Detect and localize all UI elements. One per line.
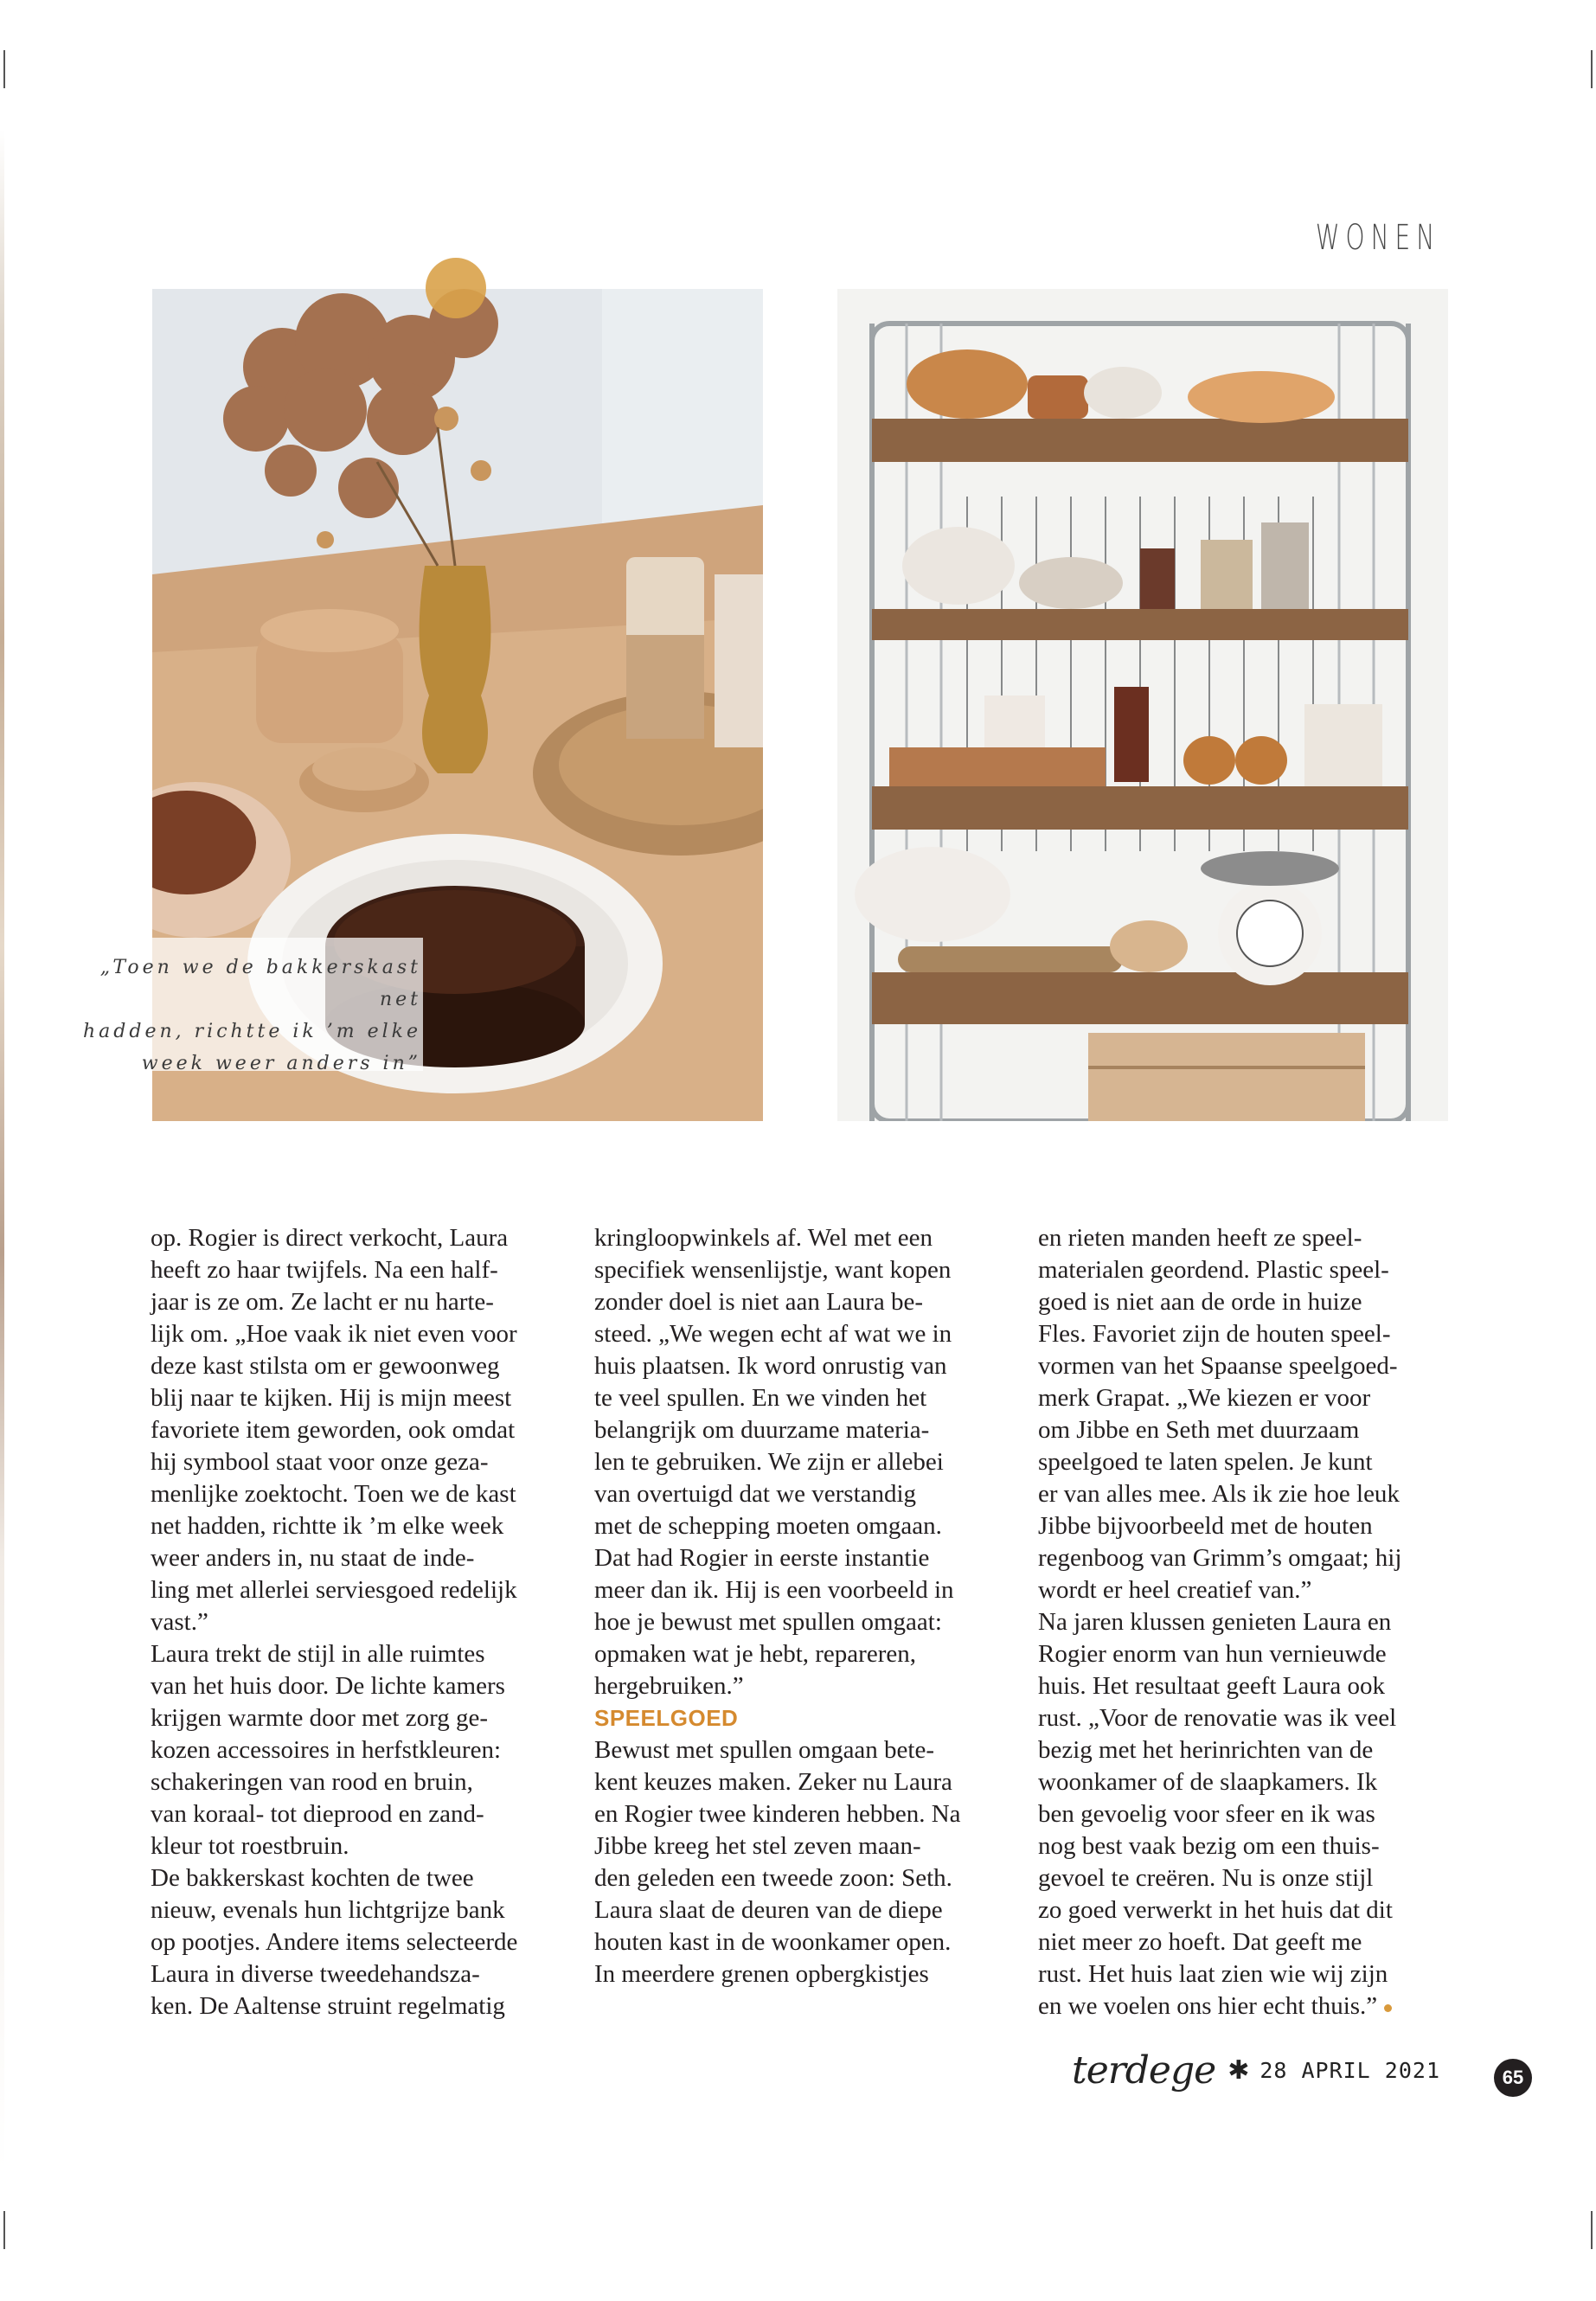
text-line: specifiek wensenlijstje, want kopen	[594, 1256, 952, 1284]
text-line: op pootjes. Andere items selecteerde	[151, 1928, 518, 1956]
text-line: houten kast in de woonkamer open.	[594, 1928, 952, 1956]
text-line: blij naar te kijken. Hij is mijn meest	[151, 1384, 512, 1412]
end-mark-icon	[1384, 2004, 1392, 2012]
photo-bakers-rack	[837, 289, 1448, 1121]
text-line: van overtuigd dat we verstandig	[594, 1480, 917, 1508]
text-line: zo goed verwerkt in het huis dat dit	[1038, 1896, 1393, 1924]
text-line: favoriete item geworden, ook omdat	[151, 1416, 516, 1444]
text-line: Jibbe kreeg het stel zeven maan-	[594, 1832, 921, 1860]
article-column-2	[594, 1222, 1010, 1990]
text-line: er van alles mee. Als ik zie hoe leuk	[1038, 1480, 1400, 1508]
text-line: ken. De Aaltense struint regelmatig	[151, 1992, 505, 2020]
text-line: net hadden, richtte ik ’m elke week	[151, 1512, 504, 1540]
text-line: den geleden een tweede zoon: Seth.	[594, 1864, 952, 1892]
caption-line: hadden, richtte ik ’m elke	[83, 1021, 421, 1042]
article-column-3	[1038, 1222, 1453, 2022]
text-line: In meerdere grenen opbergkistjes	[594, 1960, 929, 1988]
magazine-logo: terdege	[1072, 2048, 1216, 2093]
text-line: speelgoed te laten spelen. Je kunt	[1038, 1448, 1373, 1476]
photo-bakers-rack-illustration	[837, 289, 1448, 1121]
text-line: niet meer zo hoeft. Dat geeft me	[1038, 1928, 1362, 1956]
text-line: Dat had Rogier in eerste instantie	[594, 1544, 930, 1572]
text-line: om Jibbe en Seth met duurzaam	[1038, 1416, 1360, 1444]
article-column-1	[151, 1222, 566, 2022]
text-line: kleur tot roestbruin.	[151, 1832, 349, 1860]
text-line: hij symbool staat voor onze geza-	[151, 1448, 489, 1476]
text-line: Fles. Favoriet zijn de houten speel-	[1038, 1320, 1391, 1348]
crop-mark-bottom-left	[3, 2211, 5, 2249]
text-line: nog best vaak bezig om een thuis-	[1038, 1832, 1380, 1860]
crop-mark-top-left	[3, 50, 5, 88]
text-line: zonder doel is niet aan Laura be-	[594, 1288, 924, 1316]
text-line: vormen van het Spaanse speelgoed-	[1038, 1352, 1398, 1380]
text-line: weer anders in, nu staat de inde-	[151, 1544, 475, 1572]
caption-line: „Toen we de bakkerskast net	[99, 957, 421, 1010]
text-line: Na jaren klussen genieten Laura en	[1038, 1608, 1392, 1636]
text-line: De bakkerskast kochten de twee	[151, 1864, 474, 1892]
text-line: op. Rogier is direct verkocht, Laura	[151, 1224, 509, 1252]
text-line: schakeringen van rood en bruin,	[151, 1768, 473, 1796]
crop-mark-top-right	[1591, 50, 1593, 88]
text-line: van koraal- tot dieprood en zand-	[151, 1800, 484, 1828]
text-line: kozen accessoires in herfstkleuren:	[151, 1736, 502, 1764]
text-line: en rieten manden heeft ze speel-	[1038, 1224, 1362, 1252]
text-line: meer dan ik. Hij is een voorbeeld in	[594, 1576, 954, 1604]
crop-mark-bottom-right	[1591, 2211, 1593, 2249]
text-line: vast.”	[151, 1608, 208, 1636]
text-line: belangrijk om duurzame materia-	[594, 1416, 930, 1444]
text-line: kringloopwinkels af. Wel met een	[594, 1224, 933, 1252]
text-line: menlijke zoektocht. Toen we de kast	[151, 1480, 516, 1508]
text-line: Laura trekt de stijl in alle ruimtes	[151, 1640, 485, 1668]
text-line: lijk om. „Hoe vaak ik niet even voor	[151, 1320, 517, 1348]
text-line: nieuw, evenals hun lichtgrijze bank	[151, 1896, 505, 1924]
text-line-last	[1038, 1990, 1453, 2022]
text-line: deze kast stilsta om er gewoonweg	[151, 1352, 500, 1380]
text-line: Laura in diverse tweedehandsza-	[151, 1960, 480, 1988]
text-line: woonkamer of de slaapkamers. Ik	[1038, 1768, 1378, 1796]
text-line: te veel spullen. En we vinden het	[594, 1384, 927, 1412]
text-line: opmaken wat je hebt, repareren,	[594, 1640, 916, 1668]
text-line: rust. „Voor de renovatie was ik veel	[1038, 1704, 1397, 1732]
text-line: Rogier enorm van hun vernieuwde	[1038, 1640, 1387, 1668]
text-line: rust. Het huis laat zien wie wij zijn	[1038, 1960, 1388, 1988]
text-line: bezig met het herinrichten van de	[1038, 1736, 1374, 1764]
text-line: jaar is ze om. Ze lacht er nu harte-	[151, 1288, 494, 1316]
text-line: gevoel te creëren. Nu is onze stijl	[1038, 1864, 1374, 1892]
text-line: huis plaatsen. Ik word onrustig van	[594, 1352, 947, 1380]
caption-line: week weer anders in”	[141, 1053, 421, 1074]
text-line: Bewust met spullen omgaan bete-	[594, 1736, 935, 1764]
subheading-speelgoed: SPEELGOED	[594, 1705, 739, 1731]
section-label: WONEN	[1315, 218, 1440, 258]
text-line: len te gebruiken. We zijn er allebei	[594, 1448, 944, 1476]
text-line-last-text: en we voelen ons hier echt thuis.”	[1038, 1992, 1378, 2020]
text-line: Jibbe bijvoorbeeld met de houten	[1038, 1512, 1373, 1540]
text-line: Laura slaat de deuren van de diepe	[594, 1896, 943, 1924]
text-line: ling met allerlei serviesgoed redelijk	[151, 1576, 517, 1604]
asterisk-icon: ✱	[1227, 2055, 1250, 2086]
text-line: hoe je bewust met spullen omgaat:	[594, 1608, 942, 1636]
issue-date: 28 APRIL 2021	[1259, 2058, 1440, 2083]
accent-dot	[426, 258, 486, 318]
text-line: regenboog van Grimm’s omgaat; hij	[1038, 1544, 1402, 1572]
page-footer	[1072, 2048, 1440, 2093]
page-edge-strip	[0, 130, 4, 2171]
text-line: en Rogier twee kinderen hebben. Na	[594, 1800, 961, 1828]
text-line: van het huis door. De lichte kamers	[151, 1672, 505, 1700]
pull-quote-caption	[58, 952, 421, 1080]
text-line: steed. „We wegen echt af wat we in	[594, 1320, 952, 1348]
text-line: ben gevoelig voor sfeer en ik was	[1038, 1800, 1375, 1828]
text-line: krijgen warmte door met zorg ge-	[151, 1704, 489, 1732]
page-number: 65	[1494, 2059, 1532, 2097]
text-line: kent keuzes maken. Zeker nu Laura	[594, 1768, 952, 1796]
text-line: heeft zo haar twijfels. Na een half-	[151, 1256, 498, 1284]
text-line: met de schepping moeten omgaan.	[594, 1512, 942, 1540]
text-line: wordt er heel creatief van.”	[1038, 1576, 1312, 1604]
text-line: materialen geordend. Plastic speel-	[1038, 1256, 1389, 1284]
text-line: huis. Het resultaat geeft Laura ook	[1038, 1672, 1386, 1700]
text-line: merk Grapat. „We kiezen er voor	[1038, 1384, 1371, 1412]
text-line: goed is niet aan de orde in huize	[1038, 1288, 1362, 1316]
text-line: hergebruiken.”	[594, 1672, 744, 1700]
